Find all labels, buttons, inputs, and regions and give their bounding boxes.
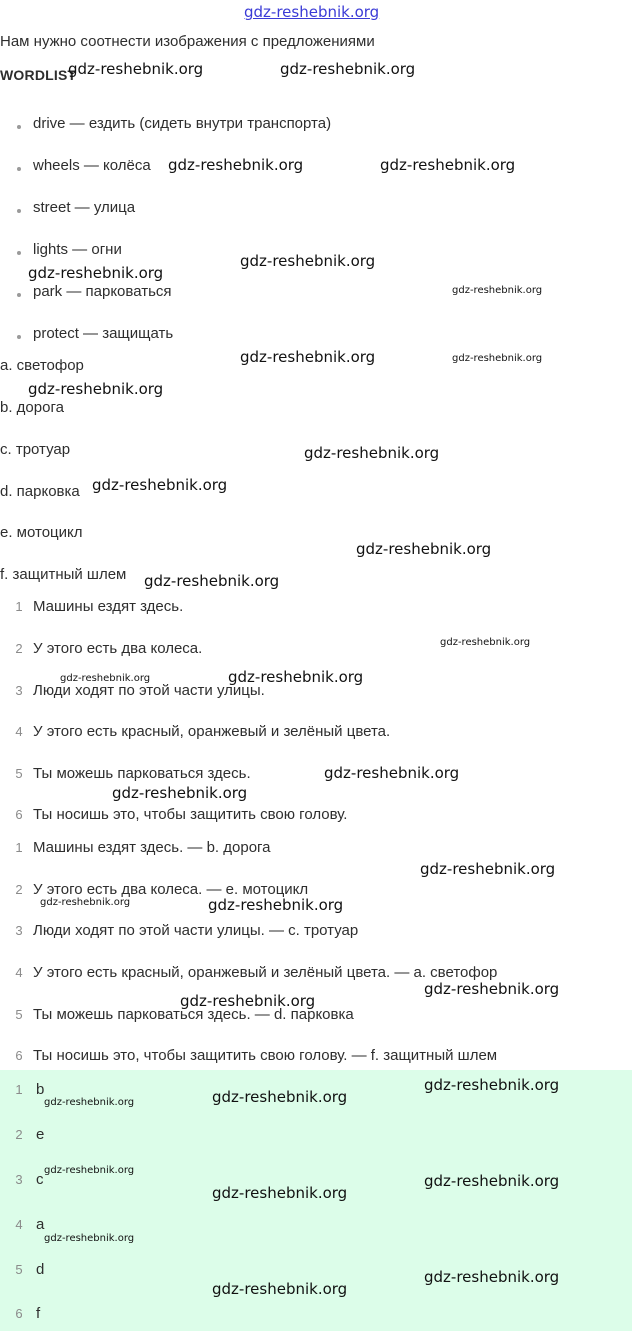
watermark: gdz-reshebnik.org (304, 444, 440, 462)
answer-letter: f (36, 1305, 41, 1322)
list-item: c. тротуар (0, 441, 71, 458)
bullet-icon (17, 293, 21, 297)
bullet-icon (17, 251, 21, 255)
list-item: Ты носишь это, чтобы защитить свою голову. — f. защитный шлем (33, 1047, 498, 1064)
item-number: 4 (15, 724, 23, 739)
list-item: Машины ездят здесь. (33, 598, 184, 615)
item-number: 3 (15, 683, 23, 698)
watermark: gdz-reshebnik.org (212, 1184, 348, 1202)
watermark: gdz-reshebnik.org (144, 572, 280, 590)
answer-letter: c (36, 1171, 44, 1188)
watermark: gdz-reshebnik.org (280, 60, 416, 78)
answer-letter: d (36, 1261, 45, 1278)
list-item: b. дорога (0, 399, 64, 416)
list-item: d. парковка (0, 483, 80, 500)
list-item: Ты носишь это, чтобы защитить свою голову. (33, 806, 348, 823)
list-item: lights — огни (33, 241, 122, 258)
watermark: gdz-reshebnik.org (180, 992, 316, 1010)
watermark: gdz-reshebnik.org (168, 156, 304, 174)
list-item: Ты можешь парковаться здесь. (33, 765, 251, 782)
watermark: gdz-reshebnik.org (424, 1076, 560, 1094)
bullet-icon (17, 335, 21, 339)
list-item: e. мотоцикл (0, 524, 83, 541)
list-item: park — парковаться (33, 283, 172, 300)
list-item: Люди ходят по этой части улицы. — c. тротуар (33, 922, 359, 939)
item-number: 4 (15, 965, 23, 980)
watermark: gdz-reshebnik.org (440, 637, 531, 648)
watermark: gdz-reshebnik.org (68, 60, 204, 78)
watermark: gdz-reshebnik.org (44, 1097, 135, 1108)
watermark: gdz-reshebnik.org (28, 264, 164, 282)
watermark: gdz-reshebnik.org (44, 1233, 135, 1244)
watermark: gdz-reshebnik.org (240, 252, 376, 270)
bullet-icon (17, 125, 21, 129)
list-item: protect — защищать (33, 325, 174, 342)
bullet-icon (17, 167, 21, 171)
watermark: gdz-reshebnik.org (208, 896, 344, 914)
watermark: gdz-reshebnik.org (228, 668, 364, 686)
list-item: wheels — колёса (33, 157, 151, 174)
list-item: Люди ходят по этой части улицы. (33, 682, 265, 699)
list-item: У этого есть красный, оранжевый и зелёный цвета. — a. светофор (33, 964, 498, 981)
list-item: f. защитный шлем (0, 566, 127, 583)
item-number: 1 (15, 1082, 23, 1097)
answer-letter: e (36, 1126, 45, 1143)
watermark: gdz-reshebnik.org (60, 673, 151, 684)
bullet-icon (17, 209, 21, 213)
watermark: gdz-reshebnik.org (356, 540, 492, 558)
watermark: gdz-reshebnik.org (44, 1165, 135, 1176)
list-item: street — улица (33, 199, 136, 216)
item-number: 5 (15, 1007, 23, 1022)
list-item: У этого есть два колеса. (33, 640, 203, 657)
watermark: gdz-reshebnik.org (240, 348, 376, 366)
list-item: drive — ездить (сидеть внутри транспорта) (33, 115, 332, 132)
watermark: gdz-reshebnik.org (40, 897, 131, 908)
watermark: gdz-reshebnik.org (452, 353, 543, 364)
item-number: 3 (15, 923, 23, 938)
wordlist-label: WORDLIST (0, 67, 77, 83)
item-number: 6 (15, 1048, 23, 1063)
watermark: gdz-reshebnik.org (420, 860, 556, 878)
watermark: gdz-reshebnik.org (424, 980, 560, 998)
watermark: gdz-reshebnik.org (380, 156, 516, 174)
item-number: 6 (15, 807, 23, 822)
watermark: gdz-reshebnik.org (212, 1088, 348, 1106)
site-link[interactable]: gdz-reshebnik.org (244, 3, 380, 21)
watermark: gdz-reshebnik.org (212, 1280, 348, 1298)
item-number: 3 (15, 1172, 23, 1187)
item-number: 1 (15, 599, 23, 614)
item-number: 6 (15, 1306, 23, 1321)
list-item: У этого есть красный, оранжевый и зелёный цвета. (33, 723, 391, 740)
list-item: Машины ездят здесь. — b. дорога (33, 839, 271, 856)
watermark: gdz-reshebnik.org (92, 476, 228, 494)
list-item: У этого есть два колеса. — e. мотоцикл (33, 881, 309, 898)
item-number: 1 (15, 840, 23, 855)
item-number: 2 (15, 1127, 23, 1142)
list-item: a. светофор (0, 357, 84, 374)
watermark: gdz-reshebnik.org (452, 285, 543, 296)
answer-letter: a (36, 1216, 45, 1233)
item-number: 2 (15, 641, 23, 656)
list-item: Ты можешь парковаться здесь. — d. парковка (33, 1006, 354, 1023)
instruction-text: Нам нужно соотнести изображения с предложениями (0, 33, 375, 50)
item-number: 5 (15, 766, 23, 781)
item-number: 4 (15, 1217, 23, 1232)
item-number: 2 (15, 882, 23, 897)
watermark: gdz-reshebnik.org (424, 1268, 560, 1286)
watermark: gdz-reshebnik.org (28, 380, 164, 398)
item-number: 5 (15, 1262, 23, 1277)
watermark: gdz-reshebnik.org (324, 764, 460, 782)
watermark: gdz-reshebnik.org (424, 1172, 560, 1190)
watermark: gdz-reshebnik.org (112, 784, 248, 802)
answer-letter: b (36, 1081, 45, 1098)
